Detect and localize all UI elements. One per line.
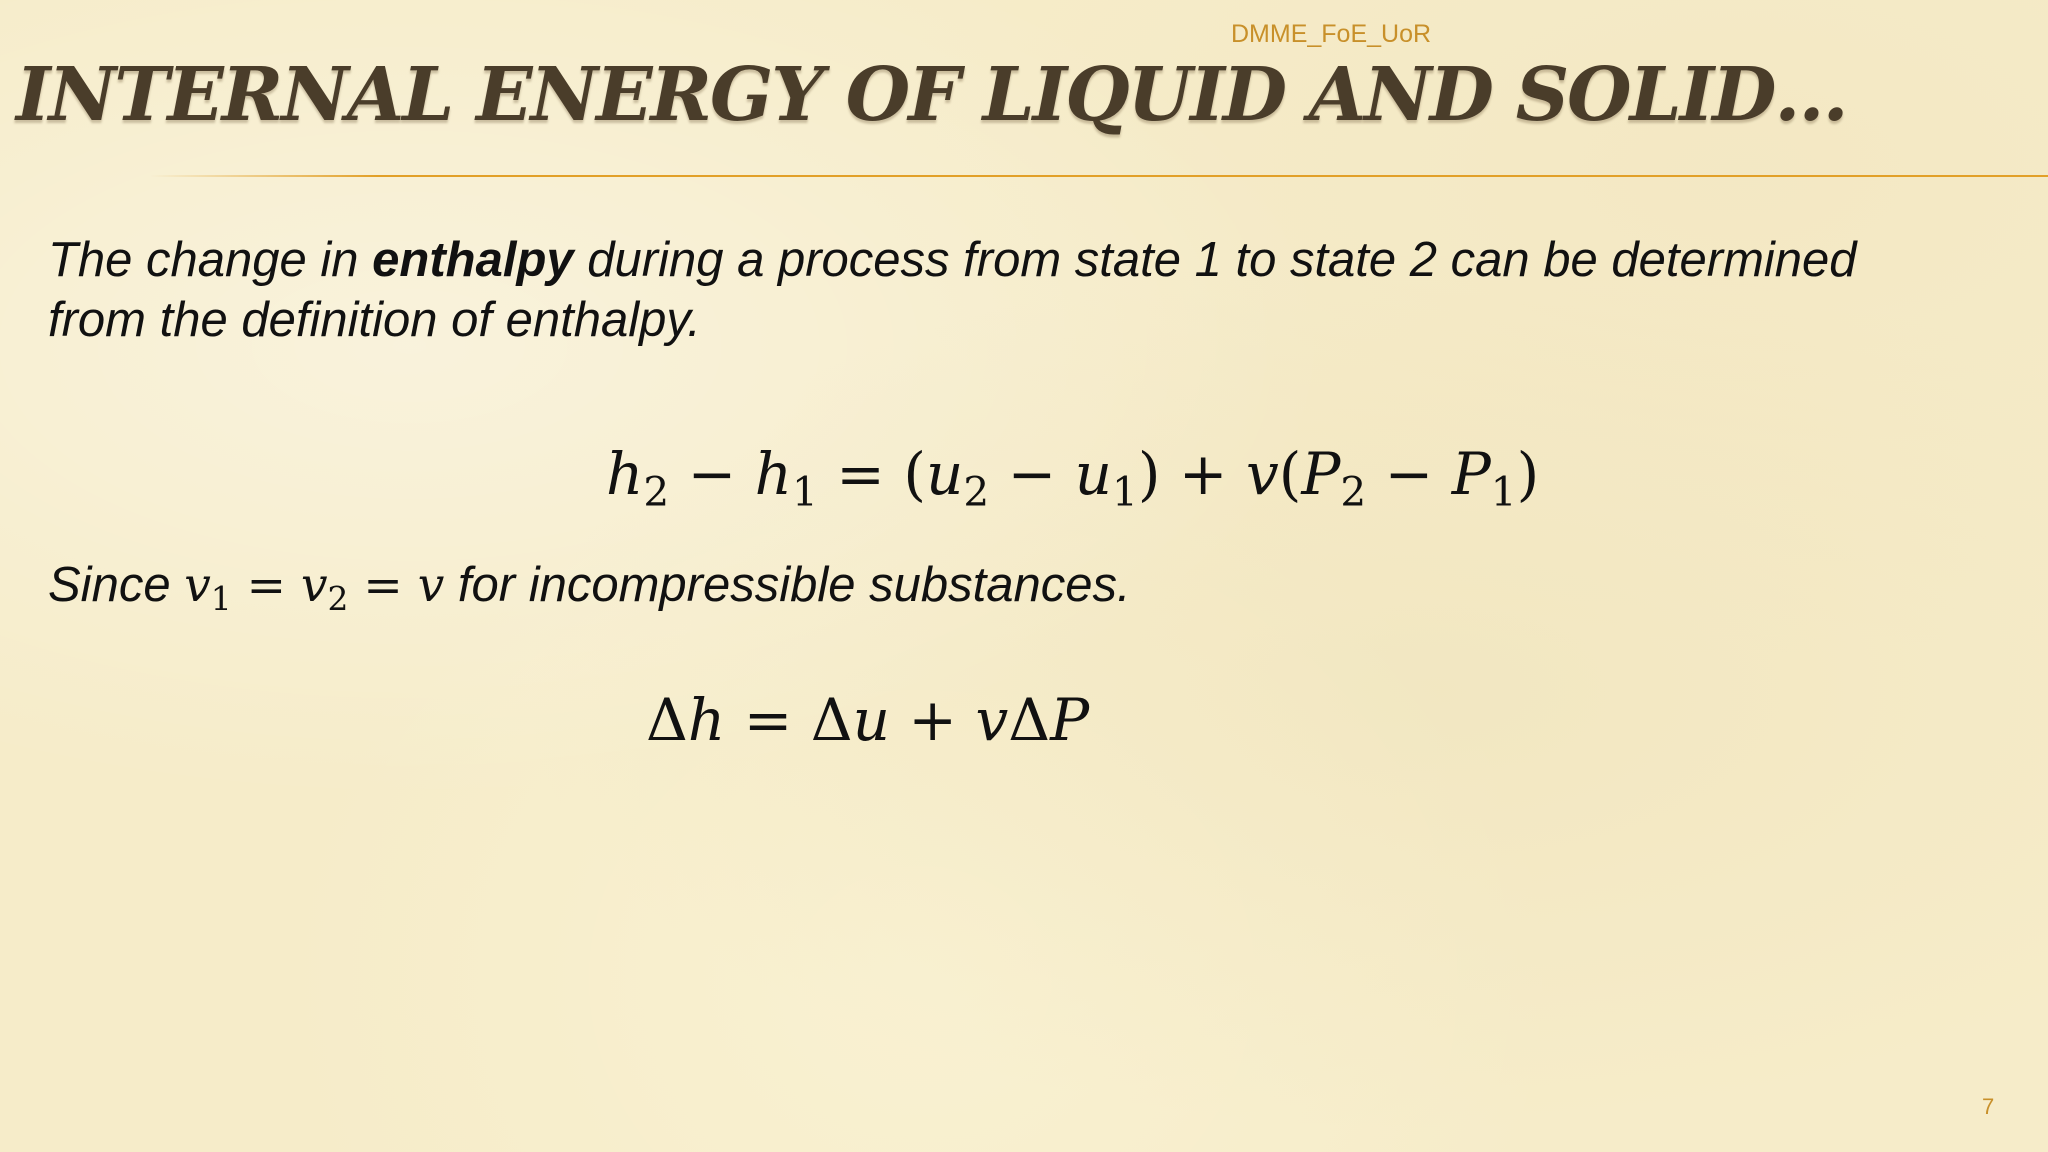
title-divider bbox=[150, 175, 2048, 177]
paragraph-text-line2: from the definition of enthalpy. bbox=[48, 293, 701, 347]
watermark-text: DMME_FoE_UoR bbox=[1231, 20, 1432, 48]
since-text: Since bbox=[48, 558, 185, 612]
incompressible-enthalpy-equation: Δh = Δu + vΔP bbox=[646, 686, 1090, 754]
enthalpy-change-equation: $h_2 - h_1 = (u_2 - u_1) + v(P_2 - P_1)$ bbox=[606, 440, 1540, 516]
paragraph-text-line1-end: during a process from state 1 to state 2 can be determined bbox=[573, 233, 1857, 287]
page-number: 7 bbox=[1982, 1094, 1995, 1119]
slide-title: INTERNAL ENERGY OF LIQUID AND SOLID… bbox=[16, 52, 1847, 138]
incompressible-text: for incompressible substances. bbox=[444, 558, 1131, 612]
enthalpy-keyword: enthalpy bbox=[372, 233, 574, 287]
paragraph-text-start: The change in bbox=[48, 233, 373, 287]
specific-volume-relation: $v_1 = v_2 = v$ bbox=[184, 558, 445, 619]
incompressible-paragraph bbox=[48, 555, 1131, 619]
enthalpy-paragraph bbox=[48, 230, 1857, 350]
